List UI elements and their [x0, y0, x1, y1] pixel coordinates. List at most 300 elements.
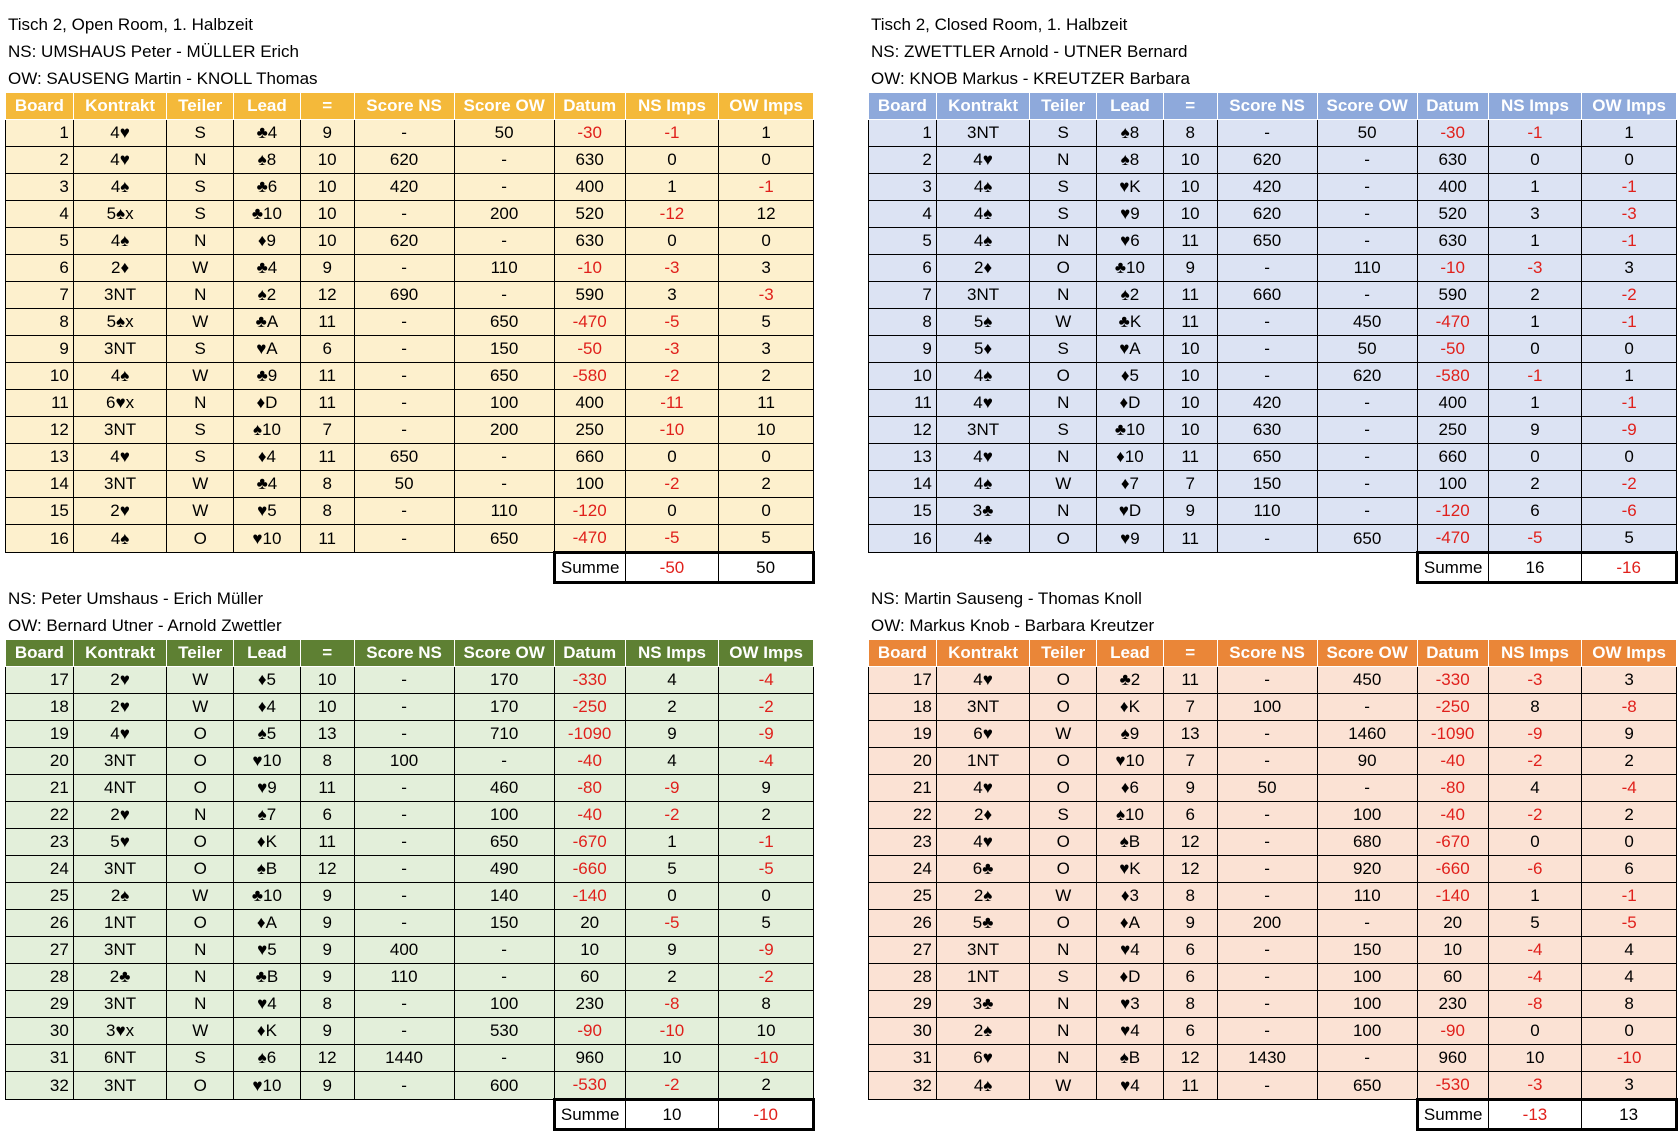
cell-score-ns[interactable]: -: [1217, 1072, 1317, 1100]
cell-ow-imps[interactable]: -8: [1582, 694, 1677, 721]
cell-lead[interactable]: ♠8: [234, 147, 301, 174]
column-header-score-ns[interactable]: Score NS: [1217, 640, 1317, 667]
cell-datum[interactable]: -10: [554, 255, 625, 282]
cell-datum[interactable]: -660: [1417, 856, 1488, 883]
cell-ns-imps[interactable]: 9: [625, 721, 719, 748]
cell-teiler[interactable]: W: [1030, 883, 1097, 910]
cell-tricks[interactable]: 9: [300, 120, 354, 147]
cell-ow-imps[interactable]: 6: [1582, 856, 1677, 883]
cell-lead[interactable]: ♥4: [1097, 1018, 1164, 1045]
cell-board[interactable]: 18: [6, 694, 74, 721]
cell-kontrakt[interactable]: 4♥: [73, 120, 167, 147]
cell-score-ns[interactable]: -: [354, 775, 454, 802]
cell-ns-imps[interactable]: 0: [1488, 147, 1582, 174]
cell-ns-imps[interactable]: -8: [1488, 991, 1582, 1018]
column-header-board[interactable]: Board: [6, 640, 74, 667]
column-header-ns-imps[interactable]: NS Imps: [625, 640, 719, 667]
cell-datum[interactable]: -90: [1417, 1018, 1488, 1045]
cell-lead[interactable]: ♣10: [234, 883, 301, 910]
column-header-teiler[interactable]: Teiler: [1030, 640, 1097, 667]
cell-score-ow[interactable]: 170: [454, 694, 554, 721]
cell-kontrakt[interactable]: 1NT: [936, 748, 1030, 775]
cell-lead[interactable]: ♦5: [1097, 363, 1164, 390]
cell-ow-imps[interactable]: 10: [719, 1018, 814, 1045]
cell-score-ns[interactable]: -: [354, 336, 454, 363]
cell-lead[interactable]: ♥9: [1097, 201, 1164, 228]
cell-ow-imps[interactable]: -4: [719, 748, 814, 775]
cell-teiler[interactable]: N: [1030, 147, 1097, 174]
cell-ns-imps[interactable]: 3: [625, 282, 719, 309]
cell-lead[interactable]: ♦6: [1097, 775, 1164, 802]
cell-lead[interactable]: ♦4: [234, 444, 301, 471]
cell-datum[interactable]: 10: [1417, 937, 1488, 964]
cell-score-ns[interactable]: 620: [354, 228, 454, 255]
cell-lead[interactable]: ♦5: [234, 667, 301, 694]
cell-score-ns[interactable]: -: [354, 721, 454, 748]
cell-lead[interactable]: ♥K: [1097, 856, 1164, 883]
cell-score-ow[interactable]: -: [454, 228, 554, 255]
cell-score-ns[interactable]: 100: [1217, 694, 1317, 721]
cell-tricks[interactable]: 11: [300, 775, 354, 802]
column-header-datum[interactable]: Datum: [1417, 640, 1488, 667]
cell-ow-imps[interactable]: 0: [719, 498, 814, 525]
cell-datum[interactable]: 60: [554, 964, 625, 991]
cell-ns-imps[interactable]: 1: [1488, 228, 1582, 255]
cell-kontrakt[interactable]: 4♥: [936, 667, 1030, 694]
cell-board[interactable]: 4: [869, 201, 937, 228]
cell-datum[interactable]: -140: [1417, 883, 1488, 910]
cell-teiler[interactable]: S: [1030, 417, 1097, 444]
cell-tricks[interactable]: 10: [300, 694, 354, 721]
cell-datum[interactable]: -40: [1417, 802, 1488, 829]
cell-teiler[interactable]: W: [167, 667, 234, 694]
cell-teiler[interactable]: O: [167, 721, 234, 748]
cell-lead[interactable]: ♦D: [1097, 964, 1164, 991]
cell-ow-imps[interactable]: -5: [1582, 910, 1677, 937]
cell-lead[interactable]: ♦K: [234, 1018, 301, 1045]
cell-ow-imps[interactable]: 1: [1582, 120, 1677, 147]
cell-score-ow[interactable]: 100: [1317, 1018, 1417, 1045]
cell-board[interactable]: 32: [869, 1072, 937, 1100]
cell-ow-imps[interactable]: -10: [1582, 1045, 1677, 1072]
cell-ow-imps[interactable]: -1: [1582, 174, 1677, 201]
cell-kontrakt[interactable]: 3NT: [73, 336, 167, 363]
cell-ow-imps[interactable]: -4: [1582, 775, 1677, 802]
cell-teiler[interactable]: O: [1030, 667, 1097, 694]
column-header-lead[interactable]: Lead: [1097, 93, 1164, 120]
cell-datum[interactable]: 660: [1417, 444, 1488, 471]
cell-score-ow[interactable]: -: [1317, 390, 1417, 417]
cell-score-ow[interactable]: 50: [1317, 336, 1417, 363]
cell-score-ow[interactable]: -: [1317, 228, 1417, 255]
cell-board[interactable]: 19: [6, 721, 74, 748]
cell-lead[interactable]: ♠2: [234, 282, 301, 309]
cell-board[interactable]: 1: [6, 120, 74, 147]
cell-lead[interactable]: ♦4: [234, 694, 301, 721]
cell-ns-imps[interactable]: -5: [625, 910, 719, 937]
cell-lead[interactable]: ♥10: [234, 748, 301, 775]
cell-tricks[interactable]: 8: [300, 748, 354, 775]
cell-score-ow[interactable]: -: [1317, 910, 1417, 937]
column-header-teiler[interactable]: Teiler: [167, 93, 234, 120]
column-header-datum[interactable]: Datum: [554, 640, 625, 667]
cell-score-ns[interactable]: -: [354, 201, 454, 228]
cell-ow-imps[interactable]: 0: [719, 147, 814, 174]
cell-lead[interactable]: ♥4: [1097, 937, 1164, 964]
cell-board[interactable]: 30: [869, 1018, 937, 1045]
cell-ow-imps[interactable]: -3: [1582, 201, 1677, 228]
cell-tricks[interactable]: 12: [300, 282, 354, 309]
cell-ow-imps[interactable]: 5: [719, 525, 814, 553]
cell-kontrakt[interactable]: 3NT: [936, 282, 1030, 309]
cell-score-ow[interactable]: -: [454, 1045, 554, 1072]
cell-kontrakt[interactable]: 1NT: [936, 964, 1030, 991]
cell-ns-imps[interactable]: -8: [625, 991, 719, 1018]
cell-kontrakt[interactable]: 2♠: [73, 883, 167, 910]
cell-teiler[interactable]: O: [1030, 856, 1097, 883]
cell-score-ow[interactable]: -: [1317, 417, 1417, 444]
cell-score-ns[interactable]: -: [1217, 667, 1317, 694]
cell-ow-imps[interactable]: -6: [1582, 498, 1677, 525]
cell-score-ow[interactable]: 1460: [1317, 721, 1417, 748]
cell-kontrakt[interactable]: 2♥: [73, 802, 167, 829]
cell-board[interactable]: 28: [869, 964, 937, 991]
cell-ns-imps[interactable]: 1: [1488, 390, 1582, 417]
cell-lead[interactable]: ♠5: [234, 721, 301, 748]
cell-score-ow[interactable]: 650: [454, 363, 554, 390]
cell-ns-imps[interactable]: -12: [625, 201, 719, 228]
cell-teiler[interactable]: N: [1030, 498, 1097, 525]
cell-ns-imps[interactable]: 0: [625, 147, 719, 174]
cell-teiler[interactable]: S: [1030, 964, 1097, 991]
cell-datum[interactable]: -10: [1417, 255, 1488, 282]
cell-ns-imps[interactable]: 1: [625, 174, 719, 201]
cell-ow-imps[interactable]: 3: [719, 255, 814, 282]
cell-lead[interactable]: ♥10: [234, 1072, 301, 1100]
column-header-kontrakt[interactable]: Kontrakt: [73, 640, 167, 667]
column-header-ns-imps[interactable]: NS Imps: [625, 93, 719, 120]
cell-ns-imps[interactable]: -3: [1488, 1072, 1582, 1100]
cell-ow-imps[interactable]: -10: [719, 1045, 814, 1072]
sum-label[interactable]: Summe: [554, 1100, 625, 1130]
cell-datum[interactable]: 630: [1417, 147, 1488, 174]
cell-tricks[interactable]: 10: [300, 667, 354, 694]
cell-lead[interactable]: ♥5: [234, 937, 301, 964]
cell-lead[interactable]: ♦D: [234, 390, 301, 417]
cell-tricks[interactable]: 8: [300, 991, 354, 1018]
cell-score-ns[interactable]: -: [354, 910, 454, 937]
cell-ns-imps[interactable]: 0: [625, 444, 719, 471]
cell-datum[interactable]: 60: [1417, 964, 1488, 991]
cell-kontrakt[interactable]: 2♦: [936, 255, 1030, 282]
cell-score-ow[interactable]: -: [1317, 201, 1417, 228]
cell-score-ns[interactable]: 100: [354, 748, 454, 775]
cell-kontrakt[interactable]: 4♥: [936, 147, 1030, 174]
cell-ns-imps[interactable]: 6: [1488, 498, 1582, 525]
cell-board[interactable]: 8: [869, 309, 937, 336]
cell-score-ns[interactable]: 620: [1217, 147, 1317, 174]
cell-board[interactable]: 29: [6, 991, 74, 1018]
cell-kontrakt[interactable]: 3NT: [73, 748, 167, 775]
cell-board[interactable]: 14: [6, 471, 74, 498]
cell-ow-imps[interactable]: 0: [1582, 336, 1677, 363]
cell-ns-imps[interactable]: -9: [1488, 721, 1582, 748]
cell-score-ow[interactable]: -: [454, 444, 554, 471]
cell-ns-imps[interactable]: 1: [1488, 883, 1582, 910]
cell-tricks[interactable]: 6: [1163, 802, 1217, 829]
cell-kontrakt[interactable]: 3NT: [73, 1072, 167, 1100]
cell-teiler[interactable]: N: [167, 937, 234, 964]
cell-teiler[interactable]: O: [1030, 910, 1097, 937]
column-header-lead[interactable]: Lead: [234, 93, 301, 120]
cell-datum[interactable]: -470: [1417, 309, 1488, 336]
column-header-tricks[interactable]: =: [300, 93, 354, 120]
cell-board[interactable]: 17: [869, 667, 937, 694]
cell-ow-imps[interactable]: 2: [719, 802, 814, 829]
cell-datum[interactable]: -30: [1417, 120, 1488, 147]
cell-datum[interactable]: 590: [554, 282, 625, 309]
cell-tricks[interactable]: 7: [1163, 694, 1217, 721]
cell-ns-imps[interactable]: -4: [1488, 964, 1582, 991]
cell-ns-imps[interactable]: 4: [1488, 775, 1582, 802]
cell-lead[interactable]: ♣K: [1097, 309, 1164, 336]
cell-tricks[interactable]: 7: [300, 417, 354, 444]
cell-lead[interactable]: ♠10: [234, 417, 301, 444]
cell-lead[interactable]: ♥3: [1097, 991, 1164, 1018]
cell-tricks[interactable]: 6: [300, 802, 354, 829]
cell-datum[interactable]: -670: [1417, 829, 1488, 856]
cell-ow-imps[interactable]: -9: [1582, 417, 1677, 444]
cell-score-ow[interactable]: 100: [454, 802, 554, 829]
cell-lead[interactable]: ♠10: [1097, 802, 1164, 829]
cell-tricks[interactable]: 11: [300, 525, 354, 553]
cell-board[interactable]: 8: [6, 309, 74, 336]
cell-kontrakt[interactable]: 4♥: [936, 390, 1030, 417]
cell-datum[interactable]: -470: [1417, 525, 1488, 553]
cell-lead[interactable]: ♣10: [1097, 417, 1164, 444]
cell-board[interactable]: 5: [6, 228, 74, 255]
cell-ow-imps[interactable]: -1: [1582, 309, 1677, 336]
cell-score-ow[interactable]: -: [454, 748, 554, 775]
cell-lead[interactable]: ♠2: [1097, 282, 1164, 309]
cell-datum[interactable]: -40: [1417, 748, 1488, 775]
cell-score-ns[interactable]: -: [354, 667, 454, 694]
cell-teiler[interactable]: O: [1030, 694, 1097, 721]
column-header-score-ow[interactable]: Score OW: [454, 640, 554, 667]
cell-lead[interactable]: ♣4: [234, 255, 301, 282]
cell-ns-imps[interactable]: -10: [625, 417, 719, 444]
cell-kontrakt[interactable]: 3NT: [73, 471, 167, 498]
cell-datum[interactable]: 630: [554, 147, 625, 174]
cell-score-ns[interactable]: 650: [1217, 228, 1317, 255]
cell-ow-imps[interactable]: -2: [1582, 282, 1677, 309]
cell-ow-imps[interactable]: 2: [1582, 748, 1677, 775]
cell-score-ow[interactable]: 490: [454, 856, 554, 883]
cell-board[interactable]: 22: [6, 802, 74, 829]
cell-board[interactable]: 27: [869, 937, 937, 964]
cell-ns-imps[interactable]: -3: [1488, 255, 1582, 282]
cell-tricks[interactable]: 7: [1163, 471, 1217, 498]
cell-ns-imps[interactable]: 9: [1488, 417, 1582, 444]
cell-teiler[interactable]: N: [167, 802, 234, 829]
cell-kontrakt[interactable]: 6NT: [73, 1045, 167, 1072]
cell-kontrakt[interactable]: 3NT: [73, 856, 167, 883]
cell-board[interactable]: 6: [6, 255, 74, 282]
column-header-board[interactable]: Board: [869, 93, 937, 120]
cell-score-ns[interactable]: -: [354, 802, 454, 829]
cell-board[interactable]: 30: [6, 1018, 74, 1045]
cell-lead[interactable]: ♥K: [1097, 174, 1164, 201]
column-header-score-ns[interactable]: Score NS: [354, 93, 454, 120]
cell-lead[interactable]: ♥9: [234, 775, 301, 802]
cell-tricks[interactable]: 10: [1163, 336, 1217, 363]
cell-ow-imps[interactable]: -5: [719, 856, 814, 883]
cell-score-ow[interactable]: 100: [1317, 991, 1417, 1018]
cell-teiler[interactable]: O: [167, 829, 234, 856]
cell-tricks[interactable]: 12: [1163, 829, 1217, 856]
cell-tricks[interactable]: 9: [300, 964, 354, 991]
cell-kontrakt[interactable]: 6♥: [936, 721, 1030, 748]
cell-board[interactable]: 19: [869, 721, 937, 748]
cell-ow-imps[interactable]: -2: [719, 694, 814, 721]
cell-board[interactable]: 32: [6, 1072, 74, 1100]
cell-board[interactable]: 13: [869, 444, 937, 471]
cell-score-ns[interactable]: 1440: [354, 1045, 454, 1072]
cell-tricks[interactable]: 10: [1163, 363, 1217, 390]
cell-lead[interactable]: ♥9: [1097, 525, 1164, 553]
cell-lead[interactable]: ♠8: [1097, 147, 1164, 174]
cell-board[interactable]: 22: [869, 802, 937, 829]
cell-teiler[interactable]: O: [167, 856, 234, 883]
cell-ns-imps[interactable]: 0: [625, 883, 719, 910]
cell-board[interactable]: 5: [869, 228, 937, 255]
cell-ow-imps[interactable]: 5: [719, 910, 814, 937]
cell-datum[interactable]: -670: [554, 829, 625, 856]
cell-lead[interactable]: ♠6: [234, 1045, 301, 1072]
cell-board[interactable]: 11: [6, 390, 74, 417]
cell-lead[interactable]: ♥5: [234, 498, 301, 525]
cell-ns-imps[interactable]: 2: [1488, 471, 1582, 498]
cell-kontrakt[interactable]: 4♠: [936, 174, 1030, 201]
cell-tricks[interactable]: 11: [1163, 444, 1217, 471]
cell-kontrakt[interactable]: 2♥: [73, 667, 167, 694]
cell-datum[interactable]: -1090: [554, 721, 625, 748]
cell-score-ns[interactable]: 400: [354, 937, 454, 964]
column-header-score-ow[interactable]: Score OW: [454, 93, 554, 120]
cell-teiler[interactable]: N: [167, 991, 234, 1018]
cell-score-ns[interactable]: -: [1217, 309, 1317, 336]
cell-teiler[interactable]: S: [167, 1045, 234, 1072]
cell-tricks[interactable]: 12: [1163, 1045, 1217, 1072]
cell-score-ns[interactable]: 630: [1217, 417, 1317, 444]
cell-teiler[interactable]: S: [1030, 802, 1097, 829]
cell-kontrakt[interactable]: 2♠: [936, 1018, 1030, 1045]
cell-ow-imps[interactable]: 3: [1582, 255, 1677, 282]
sum-label[interactable]: Summe: [554, 553, 625, 583]
cell-tricks[interactable]: 9: [300, 910, 354, 937]
cell-datum[interactable]: 230: [1417, 991, 1488, 1018]
cell-datum[interactable]: -250: [1417, 694, 1488, 721]
column-header-datum[interactable]: Datum: [1417, 93, 1488, 120]
cell-lead[interactable]: ♥A: [234, 336, 301, 363]
cell-ns-imps[interactable]: 3: [1488, 201, 1582, 228]
cell-teiler[interactable]: W: [1030, 721, 1097, 748]
cell-tricks[interactable]: 11: [1163, 309, 1217, 336]
cell-ns-imps[interactable]: 0: [625, 498, 719, 525]
cell-score-ow[interactable]: -: [454, 937, 554, 964]
cell-ns-imps[interactable]: -5: [625, 525, 719, 553]
cell-lead[interactable]: ♣A: [234, 309, 301, 336]
cell-score-ns[interactable]: -: [1217, 856, 1317, 883]
cell-score-ow[interactable]: 100: [454, 991, 554, 1018]
cell-ns-imps[interactable]: 2: [625, 964, 719, 991]
column-header-tricks[interactable]: =: [300, 640, 354, 667]
cell-board[interactable]: 23: [6, 829, 74, 856]
cell-kontrakt[interactable]: 3NT: [73, 417, 167, 444]
cell-teiler[interactable]: O: [1030, 775, 1097, 802]
cell-ow-imps[interactable]: -4: [719, 667, 814, 694]
cell-kontrakt[interactable]: 4♠: [73, 363, 167, 390]
cell-lead[interactable]: ♥4: [1097, 1072, 1164, 1100]
cell-lead[interactable]: ♣10: [234, 201, 301, 228]
cell-score-ow[interactable]: -: [1317, 775, 1417, 802]
cell-teiler[interactable]: S: [167, 174, 234, 201]
cell-ow-imps[interactable]: 1: [1582, 363, 1677, 390]
cell-board[interactable]: 16: [869, 525, 937, 553]
cell-ns-imps[interactable]: -10: [625, 1018, 719, 1045]
cell-kontrakt[interactable]: 4NT: [73, 775, 167, 802]
cell-teiler[interactable]: W: [167, 883, 234, 910]
cell-teiler[interactable]: O: [167, 748, 234, 775]
cell-teiler[interactable]: O: [1030, 255, 1097, 282]
cell-datum[interactable]: 520: [554, 201, 625, 228]
cell-datum[interactable]: -50: [554, 336, 625, 363]
cell-kontrakt[interactable]: 3♥x: [73, 1018, 167, 1045]
cell-score-ns[interactable]: -: [354, 309, 454, 336]
cell-ow-imps[interactable]: 0: [719, 883, 814, 910]
cell-teiler[interactable]: W: [167, 255, 234, 282]
cell-lead[interactable]: ♠7: [234, 802, 301, 829]
cell-ns-imps[interactable]: -1: [1488, 363, 1582, 390]
cell-board[interactable]: 25: [6, 883, 74, 910]
cell-lead[interactable]: ♥A: [1097, 336, 1164, 363]
cell-score-ow[interactable]: -: [454, 282, 554, 309]
cell-datum[interactable]: 400: [1417, 390, 1488, 417]
cell-tricks[interactable]: 13: [1163, 721, 1217, 748]
cell-board[interactable]: 2: [6, 147, 74, 174]
cell-ow-imps[interactable]: 2: [1582, 802, 1677, 829]
cell-ow-imps[interactable]: 0: [1582, 829, 1677, 856]
cell-board[interactable]: 2: [869, 147, 937, 174]
cell-board[interactable]: 20: [6, 748, 74, 775]
cell-score-ow[interactable]: -: [454, 174, 554, 201]
cell-tricks[interactable]: 10: [300, 174, 354, 201]
sum-ns-imps[interactable]: -13: [1488, 1100, 1582, 1130]
cell-board[interactable]: 24: [6, 856, 74, 883]
cell-board[interactable]: 4: [6, 201, 74, 228]
cell-score-ow[interactable]: 460: [454, 775, 554, 802]
cell-score-ow[interactable]: -: [1317, 174, 1417, 201]
cell-score-ns[interactable]: 660: [1217, 282, 1317, 309]
cell-kontrakt[interactable]: 5♥: [73, 829, 167, 856]
cell-ns-imps[interactable]: -5: [625, 309, 719, 336]
cell-lead[interactable]: ♣10: [1097, 255, 1164, 282]
column-header-kontrakt[interactable]: Kontrakt: [936, 640, 1030, 667]
cell-teiler[interactable]: W: [1030, 309, 1097, 336]
cell-ow-imps[interactable]: 2: [719, 471, 814, 498]
cell-kontrakt[interactable]: 4♠: [936, 228, 1030, 255]
cell-score-ow[interactable]: 150: [454, 910, 554, 937]
